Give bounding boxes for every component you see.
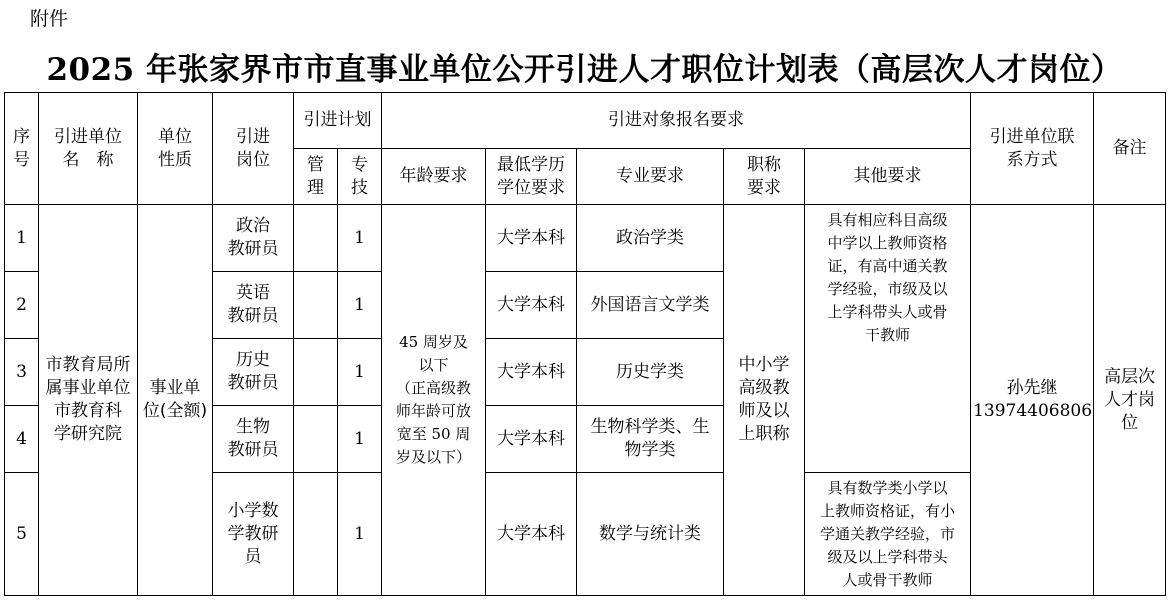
major-cell: 政治学类 (577, 205, 724, 272)
major-cell: 外国语言文学类 (577, 272, 724, 339)
header-post: 引进 岗位 (213, 93, 294, 205)
seq-cell: 1 (5, 205, 39, 272)
header-tech: 专 技 (338, 149, 382, 205)
tech-cell: 1 (338, 339, 382, 406)
page-title: 2025 年张家界市市直事业单位公开引进人才职位计划表（高层次人才岗位） (46, 52, 1123, 88)
header-major: 专业要求 (577, 149, 724, 205)
tech-cell: 1 (338, 272, 382, 339)
seq-cell: 3 (5, 339, 39, 406)
header-seq: 序 号 (5, 93, 39, 205)
mgmt-cell (294, 272, 338, 339)
mgmt-cell (294, 205, 338, 272)
header-contact: 引进单位联 系方式 (971, 93, 1094, 205)
mgmt-cell (294, 406, 338, 473)
contact-name: 孙先继 (1006, 378, 1058, 398)
edu-cell: 大学本科 (486, 406, 577, 473)
seq-cell: 4 (5, 406, 39, 473)
edu-cell: 大学本科 (486, 205, 577, 272)
table-row (5, 205, 1166, 272)
seq-cell: 5 (5, 473, 39, 596)
major-cell: 生物科学类、生 物学类 (577, 406, 724, 473)
other-req-cell: 具有数学类小学以 上教师资格证，有小 学通关教学经验，市 级及以上学科带头 人或骨干教师 (805, 473, 971, 596)
contact-phone: 13974406806 (973, 401, 1093, 421)
tech-cell: 1 (338, 473, 382, 596)
header-edu: 最低学历 学位要求 (486, 149, 577, 205)
header-nature: 单位 性质 (138, 93, 213, 205)
header-title-req: 职称 要求 (724, 149, 805, 205)
header-mgmt: 管 理 (294, 149, 338, 205)
header-age: 年龄要求 (382, 149, 486, 205)
edu-cell: 大学本科 (486, 339, 577, 406)
edu-cell: 大学本科 (486, 473, 577, 596)
annex-label: 附件 (30, 8, 69, 30)
header-plan: 引进计划 (294, 93, 382, 149)
post-cell: 历史 教研员 (213, 339, 294, 406)
post-cell: 小学数 学教研 员 (213, 473, 294, 596)
header-unit: 引进单位 名 称 (39, 93, 138, 205)
major-cell: 历史学类 (577, 339, 724, 406)
header-requirements: 引进对象报名要求 (382, 93, 971, 149)
seq-cell: 2 (5, 272, 39, 339)
mgmt-cell (294, 473, 338, 596)
recruitment-table (4, 92, 1166, 596)
post-cell: 政治 教研员 (213, 205, 294, 272)
remark-cell: 高层次 人才岗 位 (1094, 205, 1166, 596)
post-cell: 生物 教研员 (213, 406, 294, 473)
title-req-cell: 中小学 高级教 师及以 上职称 (724, 205, 805, 596)
unit-cell: 市教育局所 属事业单位 市教育科 学研究院 (39, 205, 138, 596)
other-req-cell: 具有相应科目高级 中学以上教师资格 证，有高中通关教 学经验，市级及以 上学科带头人或骨 干教师 (805, 205, 971, 473)
contact-cell (971, 205, 1094, 596)
major-cell: 数学与统计类 (577, 473, 724, 596)
nature-cell: 事业单 位(全额) (138, 205, 213, 596)
tech-cell: 1 (338, 406, 382, 473)
post-cell: 英语 教研员 (213, 272, 294, 339)
edu-cell: 大学本科 (486, 272, 577, 339)
header-other: 其他要求 (805, 149, 971, 205)
mgmt-cell (294, 339, 338, 406)
header-remark: 备注 (1094, 93, 1166, 205)
tech-cell: 1 (338, 205, 382, 272)
age-cell: 45 周岁及 以下 （正高级教 师年龄可放 宽至 50 周 岁及以下） (382, 205, 486, 596)
